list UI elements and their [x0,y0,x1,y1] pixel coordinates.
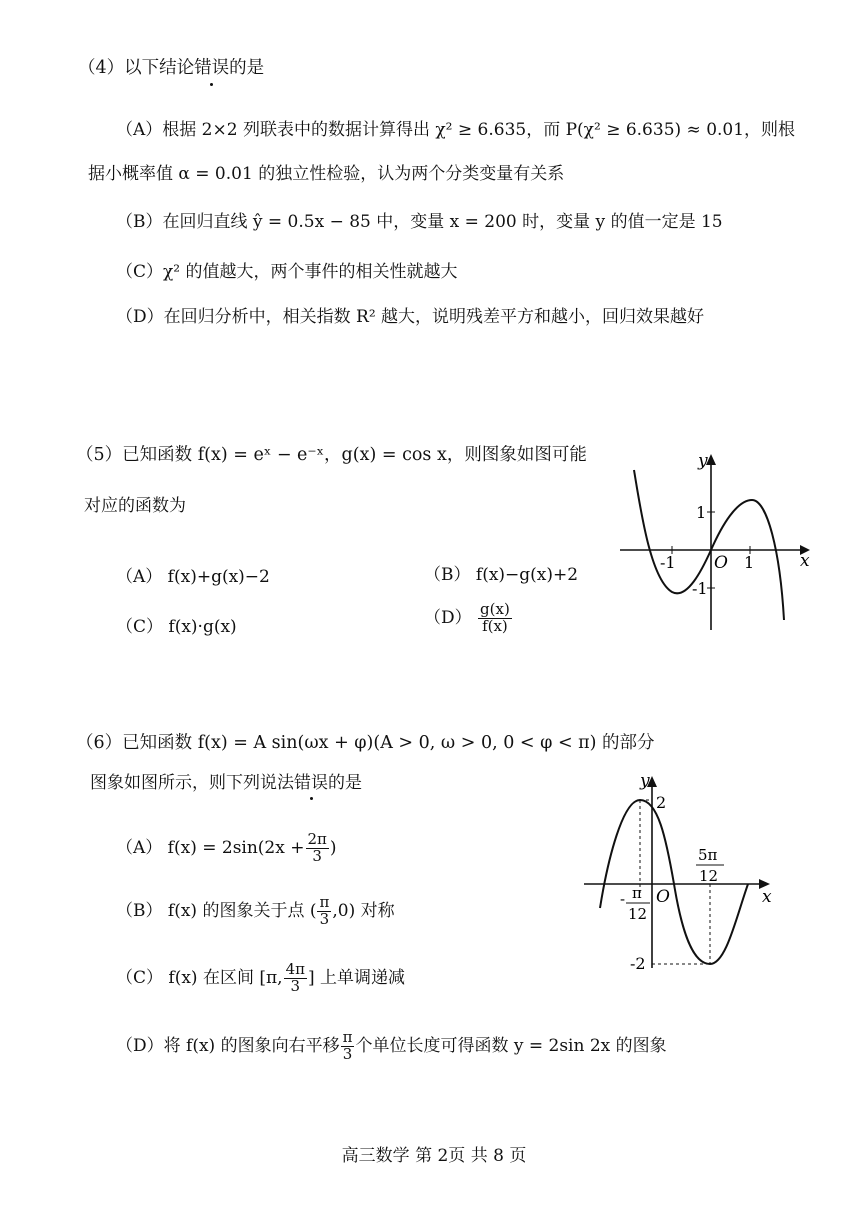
q6-label-x: x [762,887,772,907]
q5-label-y: y [698,451,708,471]
q4-option-d: （D）在回归分析中，相关指数 R² 越大，说明残差平方和越小，回归效果越好 [116,307,705,327]
q5-graph [612,440,822,640]
q5-label-x: x [800,551,810,571]
q5-label-y1: 1 [696,503,707,522]
q6-option-a-numerator: 2π [307,830,327,848]
q4-option-a-line2: 据小概率值 α = 0.01 的独立性检验，认为两个分类变量有关系 [88,164,565,184]
q5-option-d-denominator: f(x) [482,616,508,635]
q5-curve [634,470,784,620]
q6-option-b-denominator: 3 [319,909,330,928]
q6-graph [578,768,778,978]
q6-stem-emphasis: 错误 [294,773,328,793]
q6-label-right-den: 12 [699,867,719,885]
q6-label-left-den: 12 [628,905,648,923]
q6-option-b-numerator: π [319,893,330,911]
q4-stem [78,58,264,79]
q5-label-xneg1: -1 [660,553,676,572]
q6-option-d-numerator: π [342,1028,353,1046]
q6-option-d [116,1030,667,1063]
q6-option-a-suffix: ) [329,837,337,858]
q6-option-b-fraction [317,895,331,928]
q5-option-d-label: （D） [424,607,472,628]
q6-option-a-fraction [306,832,329,865]
q6-option-c-denominator: 3 [290,976,301,995]
q5-option-d-fraction [478,602,512,635]
q6-stem-prefix: 图象如图所示，则下列说法 [90,773,294,793]
q6-stem-line2 [90,773,362,793]
q5-label-yneg1: -1 [692,579,708,598]
q6-label-left-sign: - [620,890,626,908]
q6-option-b-suffix: ,0) 对称 [332,900,395,921]
q6-label-right-num: 5π [698,846,718,864]
q6-label-max: 2 [656,793,667,812]
q6-option-c [116,962,405,995]
q6-option-a-denominator: 3 [312,846,322,865]
q6-option-a-prefix: （A） f(x) = 2sin(2x + [116,837,305,858]
q4-stem-suffix: 的是 [229,58,265,78]
q6-sine-curve [600,800,748,964]
q6-stem-suffix: 的是 [328,773,362,793]
q5-option-d [424,602,513,635]
q5-label-x1: 1 [744,553,755,572]
q6-option-b [116,895,395,928]
q6-option-c-fraction [284,962,307,995]
q4-stem-emphasis: 错误 [194,58,230,78]
page-footer: 高三数学 第 2页 共 8 页 [341,1146,527,1166]
q6-option-b-prefix: （B） f(x) 的图象关于点 ( [116,900,317,921]
q4-option-c: （C）χ² 的值越大，两个事件的相关性就越大 [116,262,458,282]
q5-option-c: （C） f(x)·g(x) [116,617,237,637]
q6-option-d-suffix: 个单位长度可得函数 y = 2sin 2x 的图象 [355,1035,667,1056]
q6-stem-line1: （6）已知函数 f(x) = A sin(ωx + φ)(A > 0, ω > 0, 0 < φ < π) 的部分 [76,733,655,753]
q6-option-c-suffix: ] 上单调递减 [307,967,406,988]
q6-label-y: y [640,771,650,791]
q5-stem-line1: （5）已知函数 f(x) = eˣ − e⁻ˣ，g(x) = cos x，则图象如图可能 [76,445,587,465]
q5-option-d-numerator: g(x) [480,600,510,618]
q6-option-c-numerator: 4π [285,960,305,978]
q6-label-min: -2 [630,954,646,973]
q4-stem-prefix: （4）以下结论 [78,58,195,78]
q4-option-a-line1: （A）根据 2×2 列联表中的数据计算得出 χ² ≥ 6.635，而 P(χ² ≥ 6.635) ≈ 0.01，则根 [116,120,796,140]
q6-option-a [116,832,337,865]
q6-option-c-prefix: （C） f(x) 在区间 [π, [116,967,283,988]
q6-label-origin: O [656,887,670,907]
q6-option-d-prefix: （D）将 f(x) 的图象向右平移 [116,1035,340,1056]
q6-label-left-num: π [632,884,642,902]
q5-label-origin: O [714,553,728,573]
q6-option-d-denominator: 3 [342,1044,353,1063]
q4-option-b: （B）在回归直线 ŷ = 0.5x − 85 中，变量 x = 200 时，变量 y 的值一定是 15 [116,212,723,232]
q6-option-d-fraction [341,1030,355,1063]
q5-option-b: （B） f(x)−g(x)+2 [424,565,579,585]
q5-stem-line2: 对应的函数为 [84,496,186,516]
q5-option-a: （A） f(x)+g(x)−2 [116,567,270,587]
